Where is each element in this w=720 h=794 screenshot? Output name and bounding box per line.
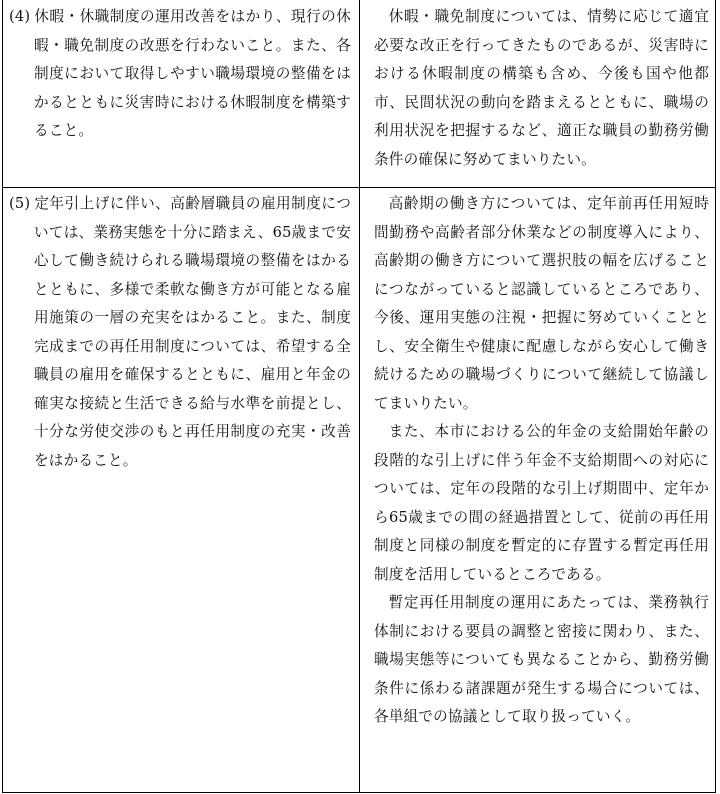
answer-cell: [360, 0, 715, 187]
table-row: [3, 187, 715, 792]
answer-paragraph: 休暇・職免制度については、情勢に応じて適宜必要な改正を行ってきたものであるが、災害時における休暇制度の構築も含め、今後も国や他都市、民間状況の動向を踏まえるとともに、職場の利用状況を把握するなど、適正な職員の勤務労働条件の確保に努めてまいりたい。: [374, 8, 709, 168]
demand-text: [9, 3, 351, 146]
item-number: (4): [9, 8, 31, 25]
answer-paragraph: 高齢期の働き方については、定年前再任用短時間勤務や高齢者部分休業などの制度導入により、高齢期の働き方について選択肢の幅を広げることにつながっていると認識しているところであり、今後、運用実態の注視・把握に努めていくこととし、安全衛生や健康に配慮しながら安心して働き続けるための職場づくりについて継続して協議してまいりたい。: [374, 195, 709, 412]
demand-answer-table: [2, 0, 716, 793]
answer-cell: [360, 188, 715, 792]
demand-cell: [3, 0, 360, 187]
demand-body: 定年引上げに伴い、高齢層職員の雇用制度については、業務実態を十分に踏まえ、65歳まで安心して働き続けられる職場環境の整備をはかるとともに、多様で柔軟な働き方が可能となる雇用施策の一層の充実をはかること。また、制度完成までの再任用制度については、希望する全職員の雇用を確保するとともに、雇用と年金の確実な接続と生活できる給与水準を前提とし、十分な労使交渉のもと再任用制度の充実・改善をはかること。: [34, 195, 351, 469]
demand-text: [9, 190, 351, 475]
demand-body: 休暇・休職制度の運用改善をはかり、現行の休暇・職免制度の改悪を行わないこと。また、各制度において取得しやすい職場環境の整備をはかるとともに災害時における休暇制度を構築すること。: [34, 8, 351, 139]
item-number: (5): [9, 195, 31, 212]
answer-paragraph: また、本市における公的年金の支給開始年齢の段階的な引上げに伴う年金不支給期間への対応については、定年の段階的な引上げ期間中、定年から65歳までの間の経過措置として、従前の再任用制度と同様の制度を暫定的に存置する暫定再任用制度を活用しているところである。: [374, 423, 709, 583]
demand-cell: [3, 188, 360, 792]
answer-paragraph: 暫定再任用制度の運用にあたっては、業務執行体制における要員の調整と密接に関わり、また、職場実態等についても異なることから、勤務労働条件に係わる諸課題が発生する場合については、各単組での協議として取り扱っていく。: [374, 594, 709, 725]
table-row: [3, 0, 715, 187]
